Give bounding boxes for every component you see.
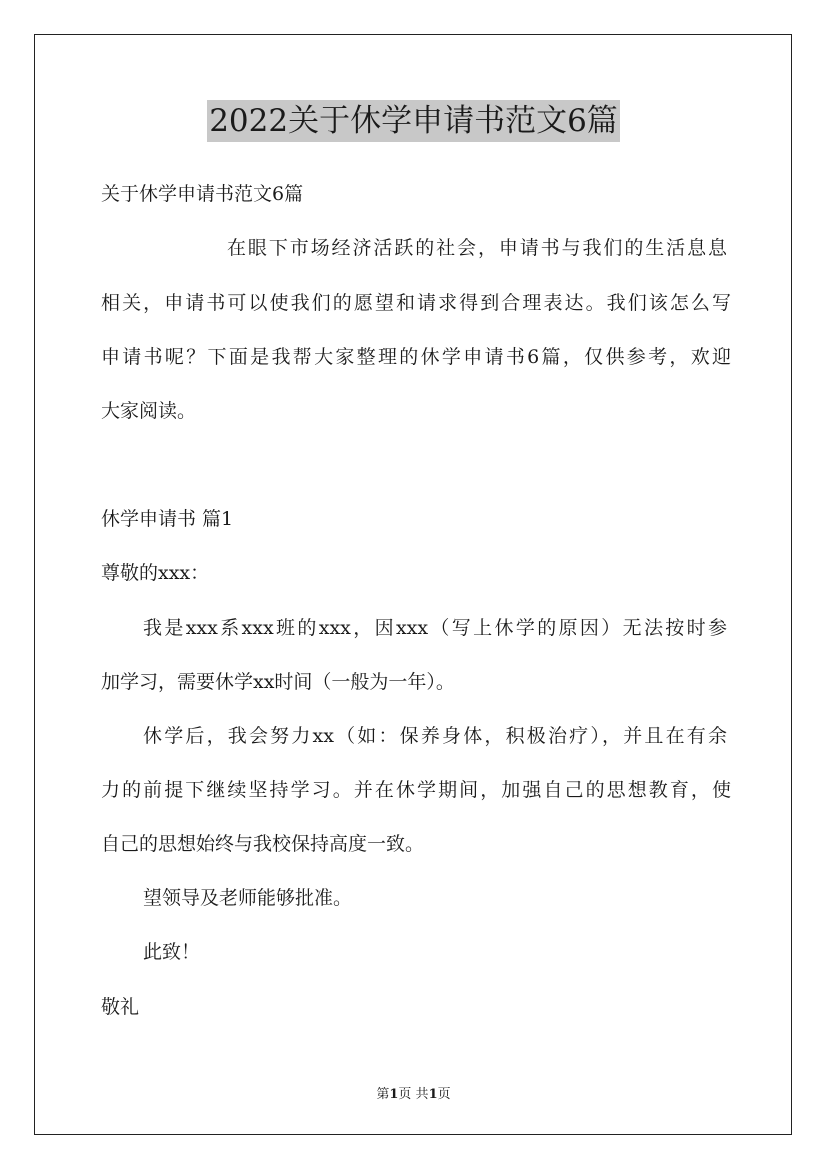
document-title: 2022关于休学申请书范文6篇 [207, 100, 620, 142]
footer-mid: 页 共 [398, 1087, 429, 1102]
intro-line: 在眼下市场经济活跃的社会，申请书与我们的生活息息 [227, 237, 727, 259]
footer-prefix: 第 [376, 1087, 390, 1102]
body-line: 望领导及老师能够批准。 [143, 887, 353, 909]
title-container [0, 100, 827, 142]
intro-line: 申请书呢？下面是我帮大家整理的休学申请书6篇，仅供参考，欢迎 [101, 346, 731, 368]
section-heading: 休学申请书 篇1 [101, 508, 234, 530]
body-line: 此致！ [143, 941, 201, 963]
footer-total-pages: 1 [428, 1087, 438, 1102]
body-line: 我是xxx系xxx班的xxx，因xxx（写上休学的原因）无法按时参 [143, 617, 727, 639]
salutation: 尊敬的xxx： [101, 562, 210, 584]
intro-line: 相关，申请书可以使我们的愿望和请求得到合理表达。我们该怎么写 [101, 292, 731, 314]
document-subtitle: 关于休学申请书范文6篇 [101, 183, 304, 205]
body-line: 加学习，需要休学xx时间（一般为一年）。 [101, 671, 455, 693]
body-line: 自己的思想始终与我校保持高度一致。 [101, 833, 425, 855]
footer-suffix: 页 [437, 1087, 451, 1102]
footer-current-page: 1 [389, 1087, 399, 1102]
page-footer [0, 1083, 827, 1102]
body-line: 力的前提下继续坚持学习。并在休学期间，加强自己的思想教育，使 [101, 779, 731, 801]
body-line: 敬礼 [101, 996, 140, 1018]
intro-line: 大家阅读。 [101, 400, 197, 422]
body-line: 休学后，我会努力xx（如：保养身体，积极治疗），并且在有余 [143, 725, 727, 747]
